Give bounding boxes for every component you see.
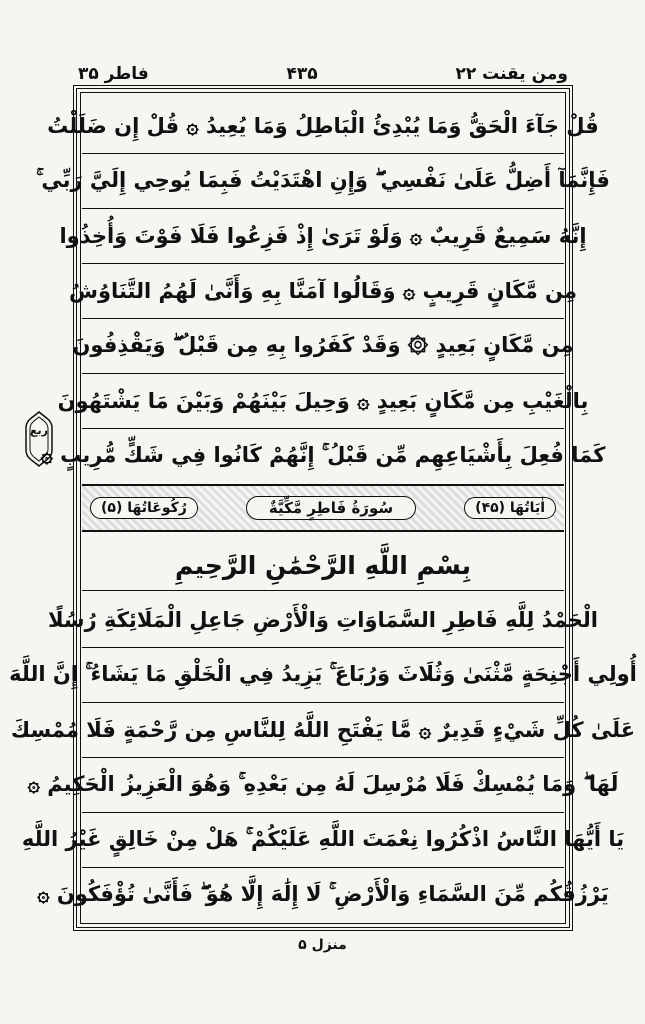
manzil-label: منزل ۵ bbox=[298, 937, 347, 953]
verse-line: فَإِنَّمَآ أَضِلُّ عَلَىٰ نَفْسِي ۖ وَإِنِ اهْتَدَيْتُ فَبِمَا يُوحِي إِلَيَّ رَبِّي ۚ bbox=[82, 153, 564, 209]
surah-title: سُورَةُ فَاطِرٍ مَّكِّيَّةٌ bbox=[246, 496, 416, 520]
verse-line: مِن مَّكَانٍ قَرِيبٍ ۞ وَقَالُوا آمَنَّا بِهِ وَأَنَّىٰ لَهُمُ التَّنَاوُشُ bbox=[82, 263, 564, 319]
rub-marker bbox=[22, 410, 56, 468]
ayat-count: اٰيَاتُهَا (۴۵) bbox=[464, 497, 556, 519]
verse-line: الْحَمْدُ لِلَّهِ فَاطِرِ السَّمَاوَاتِ وَالْأَرْضِ جَاعِلِ الْمَلَائِكَةِ رُسُلًا bbox=[82, 592, 564, 648]
header-surah-name: فاطر ۳۵ bbox=[78, 64, 149, 84]
verse-line: يَرْزُقُكُم مِّنَ السَّمَاءِ وَالْأَرْضِ ۚ لَا إِلَٰهَ إِلَّا هُوَ ۖ فَأَنَّىٰ تُؤْفَكُونَ ۞ bbox=[37, 882, 609, 906]
rub-marker-text: ربع bbox=[30, 424, 48, 437]
verse-line: أُولِي أَجْنِحَةٍ مَّثْنَىٰ وَثُلَاثَ وَرُبَاعَ ۚ يَزِيدُ فِي الْخَلْقِ مَا يَشَاءُ ۚ إِنَّ اللَّهَ bbox=[82, 647, 564, 703]
ruku-count: رُكُوعَاتُهَا (۵) bbox=[90, 497, 198, 519]
verse-line: مِن مَّكَانٍ بَعِيدٍ ۞ وَقَدْ كَفَرُوا بِهِ مِن قَبْلُ ۖ وَيَقْذِفُونَ bbox=[82, 318, 564, 374]
header-juz-name: ومن يقنت ۲۲ bbox=[455, 64, 568, 84]
verse-line: كَمَا فُعِلَ بِأَشْيَاعِهِم مِّن قَبْلُ ۚ إِنَّهُمْ كَانُوا فِي شَكٍّ مُّرِيبٍ ۞ bbox=[40, 443, 606, 467]
page-header bbox=[78, 60, 568, 84]
verse-line: عَلَىٰ كُلِّ شَيْءٍ قَدِيرٌ ۞ مَّا يَفْتَحِ اللَّهُ لِلنَّاسِ مِن رَّحْمَةٍ فَلَا مُمْسِكَ bbox=[82, 702, 564, 758]
verse-line: بِالْغَيْبِ مِن مَّكَانٍ بَعِيدٍ ۞ وَحِيلَ بَيْنَهُمْ وَبَيْنَ مَا يَشْتَهُونَ bbox=[82, 373, 564, 429]
surah-header-band bbox=[82, 484, 564, 532]
bismillah: بِسْمِ اللَّهِ الرَّحْمَٰنِ الرَّحِيمِ bbox=[82, 540, 564, 591]
page-number: ۴۳۵ bbox=[286, 64, 318, 84]
rub-marker-ornament-icon bbox=[22, 410, 56, 468]
verse-line: إِنَّهُ سَمِيعٌ قَرِيبٌ ۞ وَلَوْ تَرَىٰ إِذْ فَزِعُوا فَلَا فَوْتَ وَأُخِذُوا bbox=[82, 208, 564, 264]
verse-line: قُلْ جَآءَ الْحَقُّ وَمَا يُبْدِئُ الْبَاطِلُ وَمَا يُعِيدُ ۞ قُلْ إِن ضَلَلْتُ bbox=[82, 98, 564, 154]
verse-line: لَهَا ۖ وَمَا يُمْسِكْ فَلَا مُرْسِلَ لَهُ مِن بَعْدِهِ ۚ وَهُوَ الْعَزِيزُ الْحَكِيمُ ۞ bbox=[82, 757, 564, 813]
verse-line: يَا أَيُّهَا النَّاسُ اذْكُرُوا نِعْمَتَ اللَّهِ عَلَيْكُمْ ۚ هَلْ مِنْ خَالِقٍ غَيْرُ اللَّهِ bbox=[82, 812, 564, 868]
